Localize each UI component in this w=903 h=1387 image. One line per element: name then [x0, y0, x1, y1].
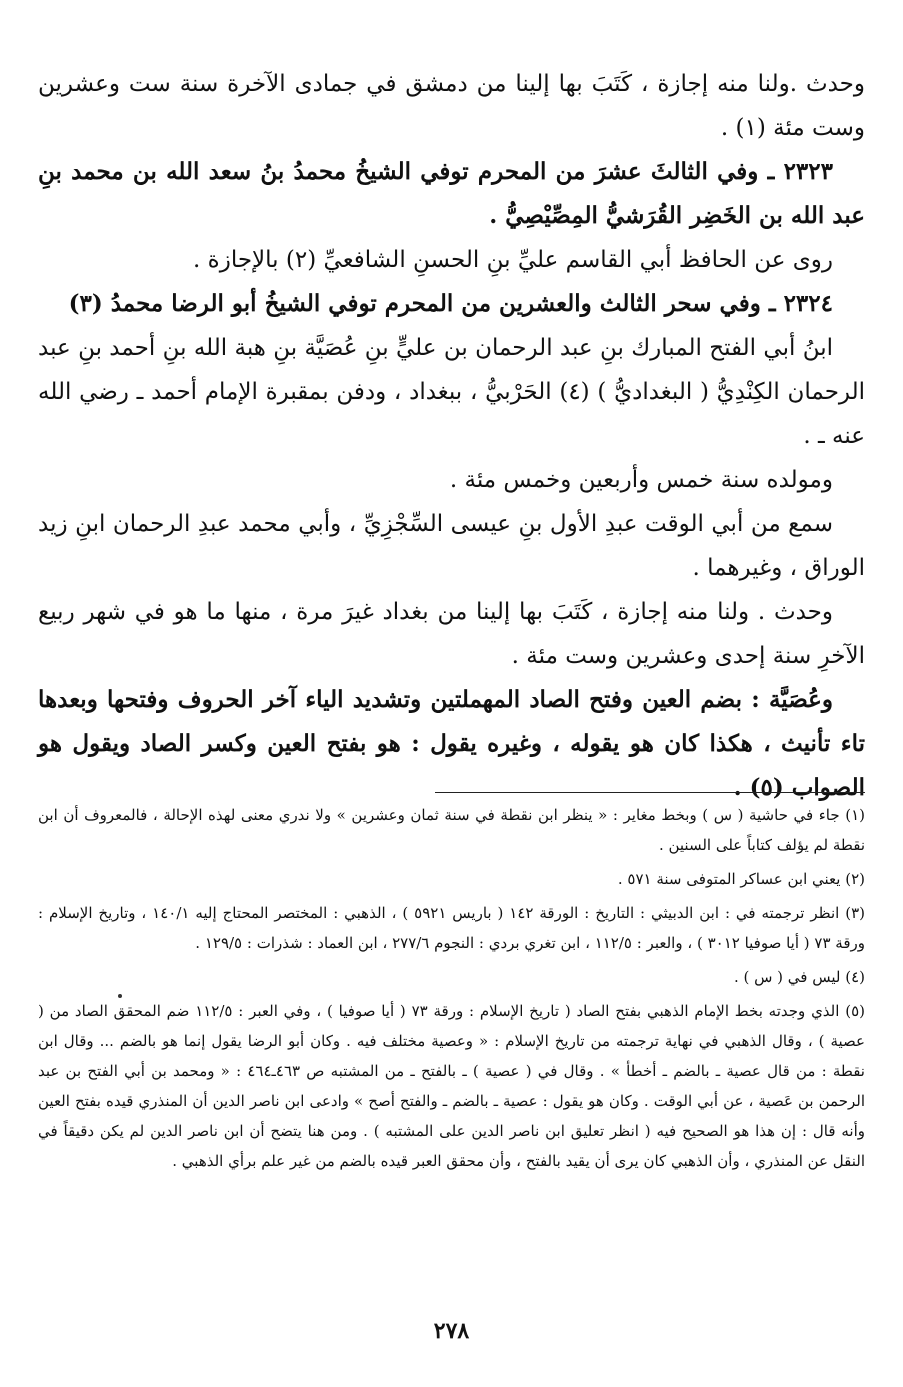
stray-dot [118, 994, 122, 998]
main-text [38, 62, 865, 810]
footnote-5: (٥) الذي وجدته بخط الإمام الذهبي بفتح الصاد ( تاريخ الإسلام : ورقة ٧٣ ( أيا صوفيا ) ، وفي العبر : ١١٢/٥ ضم المحقق الصاد من ( عصية ) ، وقال الذهبي في نهاية ترجمته من تاريخ الإسلام : « وعصية مختلف فيه . وكان أبو الرضا يقول إنما هو بالضم ... وقال ابن نقطة : من قال عصية ـ بالضم ـ أخطأ » . وقال في ( عصية ) ـ بالفتح ـ من المشتبه ص ٤٦٣ـ٤٦٤ : « ومحمد بن أبي الفتح بن عبد الرحمن بن عَصية ، عن أبي الوقت . وكان هو يقول : عصية ـ بالضم ـ والفتح أصح » وادعى ابن ناصر الدين أن المنذري قيده بفتح العين وأنه قال : إن هذا هو الصحيح فيه ( انظر تعليق ابن ناصر الدين على المشتبه ) . ومن هنا يتضح أن ابن ناصر الدين لم يكن دقيقاً في النقل عن المنذري ، وأن الذهبي كان يرى أن يقيد بالفتح ، وأن محقق العبر قيده بالضم من غير علم برأي الذهبي . [38, 1002, 865, 1170]
entry-2324: ٢٣٢٤ ـ وفي سحر الثالث والعشرين من المحرم توفي الشيخُ أبو الرضا محمدُ (٣) [68, 290, 833, 317]
paragraph-6: ومولده سنة خمس وأربعين وخمس مئة . [449, 467, 833, 493]
footnote-2: (٢) يعني ابن عساكر المتوفى سنة ٥٧١ . [617, 870, 865, 888]
paragraph-8: وحدث . ولنا منه إجازة ، كَتَبَ بها إلينا من بغداد غيرَ مرة ، منها ما هو في شهر ربيع الآخرِ سنة إحدى وعشرين وست مئة . [38, 599, 865, 669]
footnote-3: (٣) انظر ترجمته في : ابن الدبيثي : التاريخ : الورقة ١٤٢ ( باريس ٥٩٢١ ) ، الذهبي : المختصر المحتاج إليه ١٤٠/١ ، وتاريخ الإسلام : ورقة ٧٣ ( أيا صوفيا ٣٠١٢ ) ، والعبر : ١١٢/٥ ، ابن تغري بردي : النجوم ٢٧٧/٦ ، ابن العماد : شذرات : ١٢٩/٥ . [38, 904, 865, 952]
paragraph-7: سمع من أبي الوقت عبدِ الأول بنِ عيسى السِّجْزِيِّ ، وأبي محمد عبدِ الرحمان ابنِ زيد الوراق ، وغيرهما . [38, 511, 865, 581]
footnotes [38, 800, 865, 1176]
paragraph-9: وعُصَيَّة : بضم العين وفتح الصاد المهملتين وتشديد الياء آخر الحروف وفتحها وبعدها تاء تأنيث ، هكذا كان هو يقوله ، وغيره يقول : هو بفتح العين وكسر الصاد ويقول هو الصواب (٥) . [38, 686, 865, 801]
paragraph-1: وحدث .ولنا منه إجازة ، كَتَبَ بها إلينا من دمشق في جمادى الآخرة سنة ست وعشرين وست مئة (١) . [38, 71, 866, 141]
paragraph-5: ابنُ أبي الفتح المبارك بنِ عبد الرحمان بن عليٍّ بنِ عُصَيَّة بنِ هبة الله بنِ أحمد بنِ عبد الرحمان الكِنْدِيُّ ( البغداديُّ ) (٤) الحَرْبيُّ ، ببغداد ، ودفن بمقبرة الإمام أحمد ـ رضي الله عنه ـ . [38, 335, 865, 449]
footnote-separator [435, 792, 865, 793]
page-number: ٢٧٨ [433, 1318, 470, 1344]
entry-2323: ٢٣٢٣ ـ وفي الثالثَ عشرَ من المحرم توفي الشيخُ محمدُ بنُ سعد الله بن محمد بنِ عبد الله بن الخَضِر القُرَشيُّ المِصِّيْصِيُّ . [38, 158, 865, 229]
footnote-1: (١) جاء في حاشية ( س ) وبخط مغاير : « ينظر ابن نقطة في سنة ثمان وعشرين » ولا ندري معنى لهذه الإحالة ، فالمعروف أن ابن نقطة لم يؤلف كتاباً على السنين . [38, 806, 865, 854]
paragraph-3: روى عن الحافظ أبي القاسم عليِّ بنِ الحسنِ الشافعيِّ (٢) بالإجازة . [193, 247, 833, 273]
footnote-4: (٤) ليس في ( س ) . [733, 968, 865, 986]
